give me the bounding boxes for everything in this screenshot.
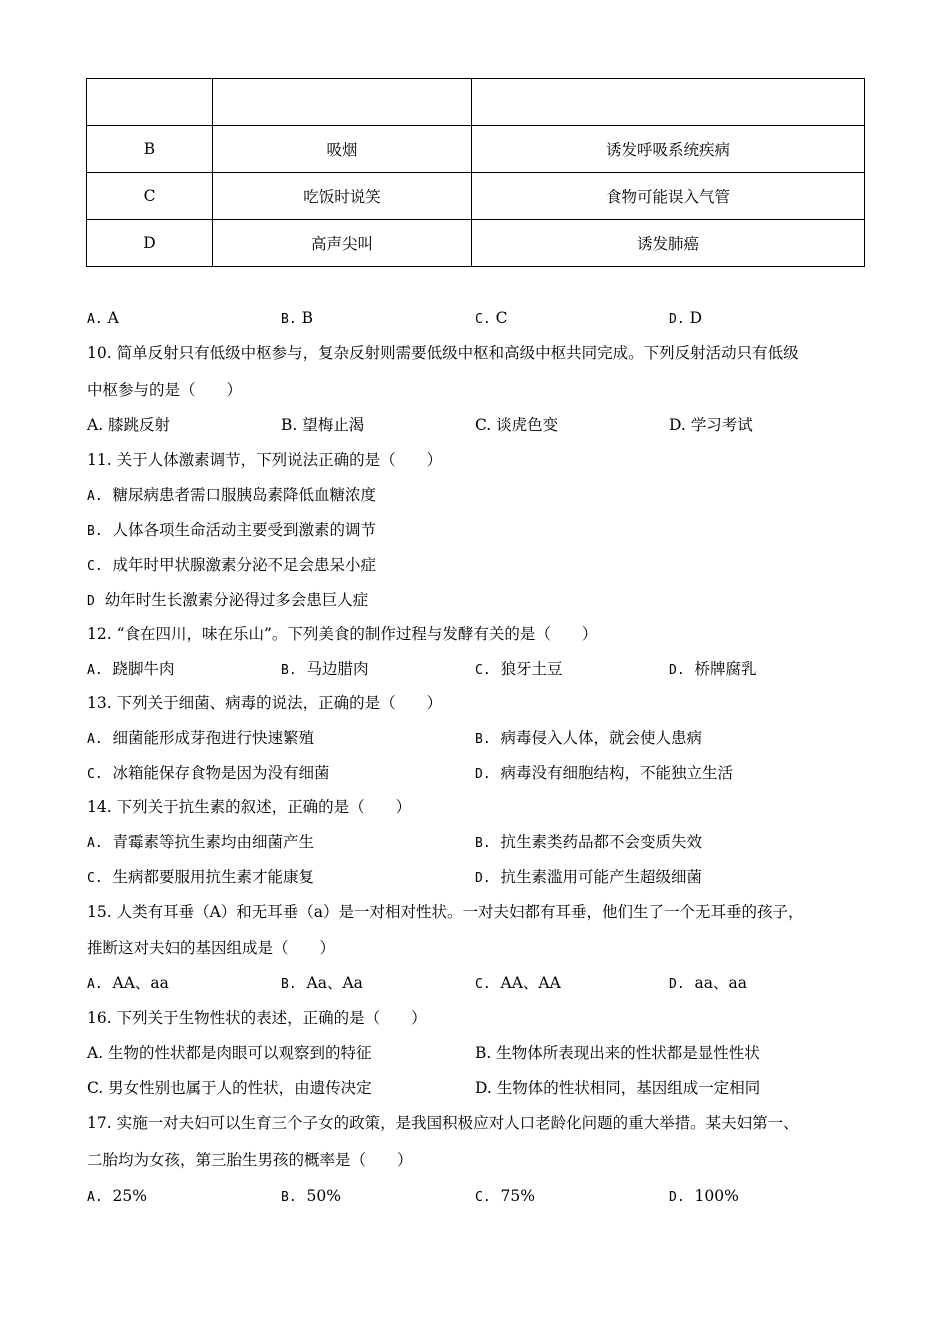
table-cell: 吸烟 <box>213 126 472 173</box>
q13-option-b[interactable]: B. 病毒侵入人体，就会使人患病 <box>475 729 703 747</box>
q16-option-b[interactable]: B. 生物体所表现出来的性状都是显性性状 <box>475 1044 760 1062</box>
q16-stem: 16. 下列关于生物性状的表述，正确的是（ ） <box>87 1009 427 1027</box>
q9-option-b[interactable]: B. B <box>281 309 313 327</box>
q14-option-d[interactable]: D. 抗生素滥用可能产生超级细菌 <box>475 868 703 886</box>
q15-option-a[interactable]: A. AA、aa <box>87 974 169 992</box>
q11-option-a[interactable]: A. 糖尿病患者需口服胰岛素降低血糖浓度 <box>87 486 377 504</box>
q15-option-c[interactable]: C. AA、AA <box>475 974 561 992</box>
q17-stem-line2: 二胎均为女孩，第三胎生男孩的概率是（ ） <box>87 1151 413 1169</box>
q11-option-c[interactable]: C. 成年时甲状腺激素分泌不足会患呆小症 <box>87 556 377 574</box>
q12-option-c[interactable]: C. 狼牙土豆 <box>475 660 563 678</box>
q12-option-d[interactable]: D. 桥牌腐乳 <box>669 660 757 678</box>
table-row <box>87 220 865 267</box>
q13-option-c[interactable]: C. 冰箱能保存食物是因为没有细菌 <box>87 764 330 782</box>
table-cell: 诱发呼吸系统疾病 <box>472 126 865 173</box>
q17-option-a[interactable]: A. 25% <box>87 1187 147 1205</box>
q11-option-d[interactable]: D 幼年时生长激素分泌得过多会患巨人症 <box>87 591 369 609</box>
q14-option-b[interactable]: B. 抗生素类药品都不会变质失效 <box>475 833 703 851</box>
q15-option-b[interactable]: B. Aa、Aa <box>281 974 363 992</box>
q12-stem: 12. “食在四川，味在乐山”。下列美食的制作过程与发酵有关的是（ ） <box>87 625 598 643</box>
table-cell: 吃饭时说笑 <box>213 173 472 220</box>
q14-option-c[interactable]: C. 生病都要服用抗生素才能康复 <box>87 868 315 886</box>
q9-option-d[interactable]: D. D <box>669 309 703 327</box>
table-cell: C <box>87 173 213 220</box>
q13-stem: 13. 下列关于细菌、病毒的说法，正确的是（ ） <box>87 694 443 712</box>
q11-stem: 11. 关于人体激素调节，下列说法正确的是（ ） <box>87 451 443 469</box>
q12-option-b[interactable]: B. 马边腊肉 <box>281 660 369 678</box>
table-row <box>87 126 865 173</box>
q17-option-b[interactable]: B. 50% <box>281 1187 341 1205</box>
q10-stem-line1: 10. 简单反射只有低级中枢参与，复杂反射则需要低级中枢和高级中枢共同完成。下列反射活动只有低级 <box>87 344 799 362</box>
table-cell: 诱发肺癌 <box>472 220 865 267</box>
q14-stem: 14. 下列关于抗生素的叙述，正确的是（ ） <box>87 798 412 816</box>
q10-option-a[interactable]: A. 膝跳反射 <box>87 416 171 434</box>
q10-option-c[interactable]: C. 谈虎色变 <box>475 416 559 434</box>
table-cell: B <box>87 126 213 173</box>
table-cell: D <box>87 220 213 267</box>
q15-stem-line2: 推断这对夫妇的基因组成是（ ） <box>87 939 336 957</box>
q14-option-a[interactable]: A. 青霉素等抗生素均由细菌产生 <box>87 833 315 851</box>
q12-option-a[interactable]: A. 跷脚牛肉 <box>87 660 175 678</box>
q16-option-a[interactable]: A. 生物的性状都是肉眼可以观察到的特征 <box>87 1044 372 1062</box>
q17-stem-line1: 17. 实施一对夫妇可以生育三个子女的政策，是我国积极应对人口老龄化问题的重大举措。某夫妇第一、 <box>87 1114 799 1132</box>
q10-option-d[interactable]: D. 学习考试 <box>669 416 753 434</box>
table-cell <box>472 79 865 126</box>
q10-option-b[interactable]: B. 望梅止渴 <box>281 416 365 434</box>
table-cell <box>213 79 472 126</box>
q16-option-d[interactable]: D. 生物体的性状相同，基因组成一定相同 <box>475 1079 761 1097</box>
q15-option-d[interactable]: D. aa、aa <box>669 974 747 992</box>
q17-option-c[interactable]: C. 75% <box>475 1187 535 1205</box>
table-cell <box>87 79 213 126</box>
q17-option-d[interactable]: D. 100% <box>669 1187 739 1205</box>
q13-option-a[interactable]: A. 细菌能形成芽孢进行快速繁殖 <box>87 729 315 747</box>
q13-option-d[interactable]: D. 病毒没有细胞结构，不能独立生活 <box>475 764 734 782</box>
table-row <box>87 79 865 126</box>
q9-option-a[interactable]: A. A <box>87 309 119 327</box>
table-cell: 食物可能误入气管 <box>472 173 865 220</box>
table-cell: 高声尖叫 <box>213 220 472 267</box>
q16-option-c[interactable]: C. 男女性别也属于人的性状，由遗传决定 <box>87 1079 372 1097</box>
q10-stem-line2: 中枢参与的是（ ） <box>87 381 243 399</box>
q15-stem-line1: 15. 人类有耳垂（A）和无耳垂（a）是一对相对性状。一对夫妇都有耳垂，他们生了一个无耳垂的孩子， <box>87 903 804 921</box>
q9-option-c[interactable]: C. C <box>475 309 508 327</box>
table-row <box>87 173 865 220</box>
q11-option-b[interactable]: B. 人体各项生命活动主要受到激素的调节 <box>87 521 377 539</box>
comparison-table <box>86 78 865 267</box>
